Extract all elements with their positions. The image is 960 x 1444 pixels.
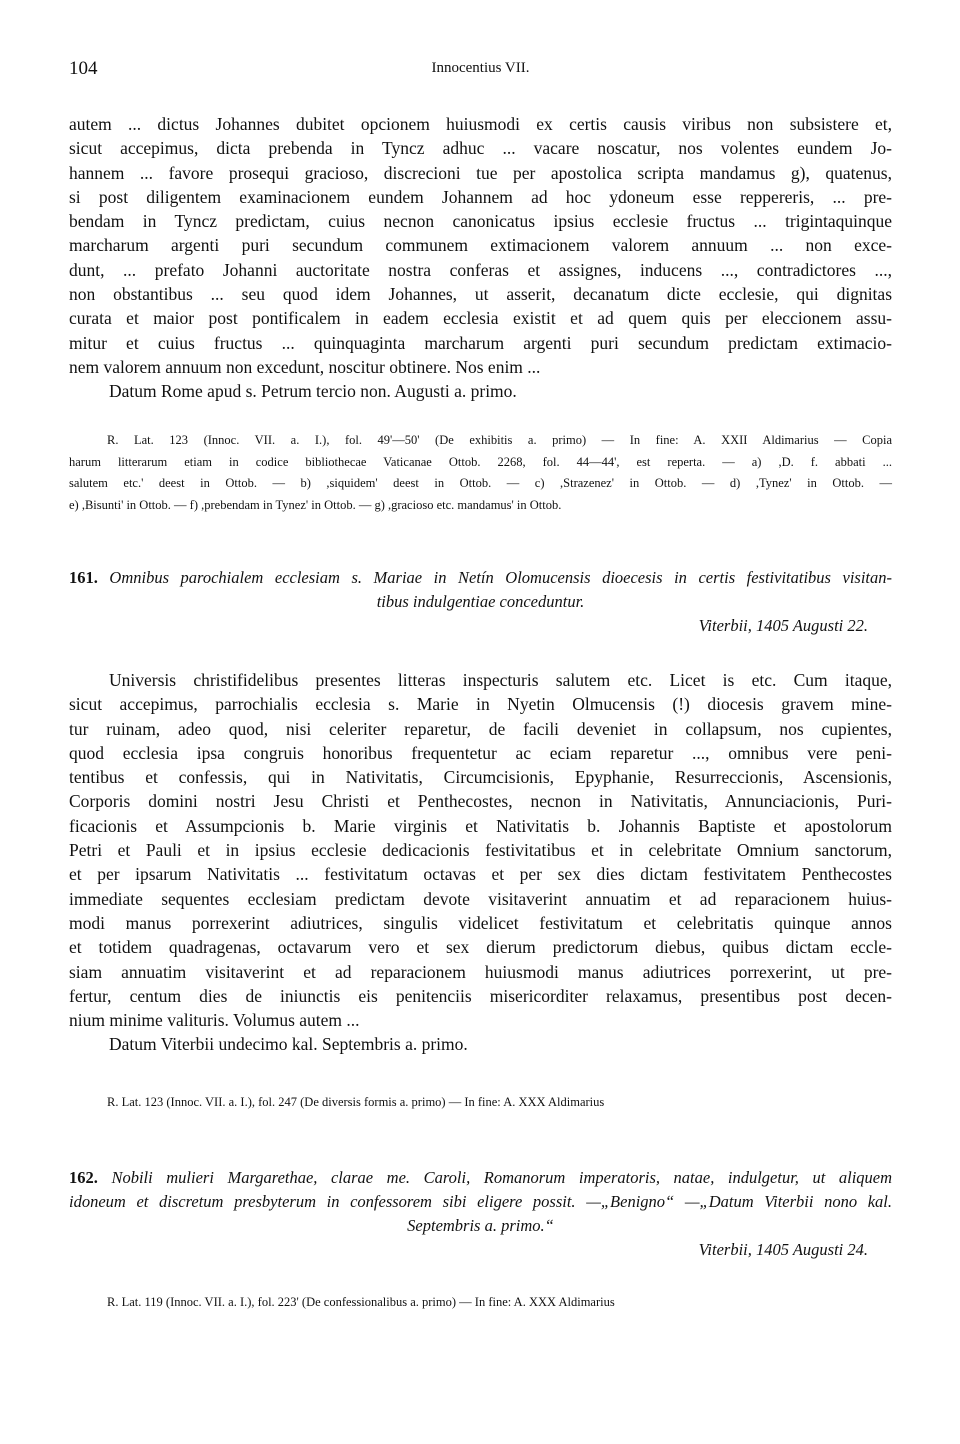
entry-dateline: Viterbii, 1405 Augusti 22. [698,616,868,635]
entry-summary-cont: Septembris a. primo.“ [407,1216,554,1235]
entry-heading [69,1166,892,1190]
datum-line: Datum Viterbii undecimo kal. Septembris a. primo. [109,1034,468,1055]
footnote-line: R. Lat. 123 (Innoc. VII. a. I.), fol. 247 (De diversis formis a. primo) — In fine: A. XXX Aldimarius [107,1095,605,1109]
text-line: tur ruinam, adeo quod, nisi celeriter reparetur, de facili deveniet in collapsum, nos cupientes, [69,718,892,739]
text-line: Petri et Pauli et in ipsius ecclesie dedicacionis festivitatibus et in celebritate Omnium sanctorum, [69,840,892,861]
footnote-line: salutem etc.' deest in Ottob. — b) ,siquidem' deest in Ottob. — c) ,Strazenez' in Ottob. — d) ,Tynez' in Ottob. — [69,476,892,490]
text-line: sicut accepimus, dicta prebenda in Tyncz adhuc ... vacare noscatur, nos volentes eundem Jo- [69,138,892,159]
entry-162 [69,1166,892,1262]
footnote-line: R. Lat. 119 (Innoc. VII. a. I.), fol. 223' (De confessionalibus a. primo) — In fine: A. XXX Aldimarius [107,1295,615,1309]
text-line: si post diligentem examinacionem eundem Johannem ad hoc ydoneum esse reppereris, ... pre- [69,186,892,207]
entry-summary: Omnibus parochialem ecclesiam s. Mariae in Netín Olomucensis dioecesis in certis festivitatibus visitan- [109,568,893,587]
text-line: curata et maior post pontificalem in eadem ecclesia existit et ad quem quis per eleccionem assu- [69,308,892,329]
text-line: non obstantibus ... seu quod idem Johannes, ut asserit, decanatum dicte ecclesie, qui dignitas [69,284,892,305]
text-line: nium minime valituris. Volumus autem ... [69,1010,360,1031]
text-line: autem ... dictus Johannes dubitet opcionem huiusmodi ex certis causis viribus non subsistere et, [69,114,892,134]
text-line: immediate sequentes ecclesiam predictam devote visitaverint annuatim et ad reparacionem huius- [69,888,892,909]
entry-summary: Nobili mulieri Margarethae, clarae me. Caroli, Romanorum imperatoris, natae, indulgetur, ut aliquem [111,1168,893,1187]
footnotes-block [69,430,892,516]
text-line: marcharum argenti puri secundum communem extimacionem valorem annuum ... non exce- [69,235,892,256]
text-line: Corporis domini nostri Jesu Christi et Penthecostes, necnon in Nativitatis, Annunciacionis, Puri- [69,791,892,812]
entry-162-note [69,1292,892,1314]
text-line: et per ipsarum Nativitatis ... festivitatum octavas et per sex dies dictam festivitatem Penthecostes [69,864,892,885]
text-line: siam annuatim visitaverint et ad reparacionem huiusmodi manus adiutrices porrexerint, ut pre- [69,961,892,982]
page-header [69,58,892,82]
text-line: bendam in Tyncz predictam, cuius necnon canonicatus ipsius ecclesie fructus ... trigintaquinque [69,211,892,232]
text-line: et totidem quadragenas, octavarum vero et sex dierum predictorum diebus, quibus dictam eccle- [69,937,892,958]
datum-line: Datum Rome apud s. Petrum tercio non. Augusti a. primo. [109,381,517,402]
text-line: dunt, ... prefato Johanni auctoritate nostra conferas et assignes, inducens ..., contradictores ..., [69,259,892,280]
entry-number: 161. [69,568,98,587]
page-number: 104 [69,58,98,79]
footnote-line: R. Lat. 123 (Innoc. VII. a. I.), fol. 49'—50' (De exhibitis a. primo) — In fine: A. XXII Aldimarius — Copia [107,433,892,447]
entry-161-text [69,668,892,1057]
text-line: Universis christifidelibus presentes litteras inspecturis salutem etc. Licet is etc. Cum itaque, [109,670,892,690]
text-line: hannem ... favore prosequi gracioso, discrecioni tue per apostolica scripta mandamus g), quatenus, [69,162,892,183]
entry-number: 162. [69,1168,98,1187]
running-title: Innocentius VII. [431,60,530,76]
text-line: tentibus et confessis, qui in Nativitatis, Circumcisionis, Epyphanie, Resurreccionis, Ascensionis, [69,767,892,788]
entry-heading [69,566,892,590]
text-line: nem valorem annuum non excedunt, noscitur obtinere. Nos enim ... [69,356,541,377]
text-line: fertur, centum dies de iniunctis eis penitenciis misericorditer relaxamus, presentibus post decen- [69,985,892,1006]
text-line: sicut accepimus, parrochialis ecclesia s. Marie in Nyetin Olmucensis (!) diocesis gravem mine- [69,694,892,715]
entry-summary-cont: tibus indulgentiae conceduntur. [376,592,585,611]
footnote-line: harum litterarum etiam in codice bibliothecae Vaticanae Ottob. 2268, fol. 44—44', est reperta. — a) ,D. f. abbati ... [69,454,892,469]
footnote-line: e) ,Bisunti' in Ottob. — f) ,prebendam in Tynez' in Ottob. — g) ,gracioso etc. mandamus' in Ottob. [69,497,562,512]
entry-dateline: Viterbii, 1405 Augusti 24. [698,1240,868,1259]
text-line: mitur et cuius fructus ... quinquaginta marcharum argenti puri secundum predictam extimacio- [69,332,892,353]
continuation-text [69,112,892,404]
entry-161-note [69,1092,892,1114]
entry-161 [69,566,892,638]
entry-summary-cont: idoneum et discretum presbyterum in confessorem sibi eligere possit. —„Benigno“ —„Datum Viterbii nono kal. [69,1192,892,1211]
text-line: ficacionis et Assumpcionis b. Marie virginis et Nativitatis b. Johannis Baptiste et apostolorum [69,815,892,836]
text-line: modi manus porrexerint adiutrices, singulis videlicet festivitatum et celebritatis quinque annos [69,912,892,933]
text-line: quod ecclesia ipsa congruis honoribus frequentetur ac eciam reparetur ..., omnibus vere peni- [69,742,892,763]
